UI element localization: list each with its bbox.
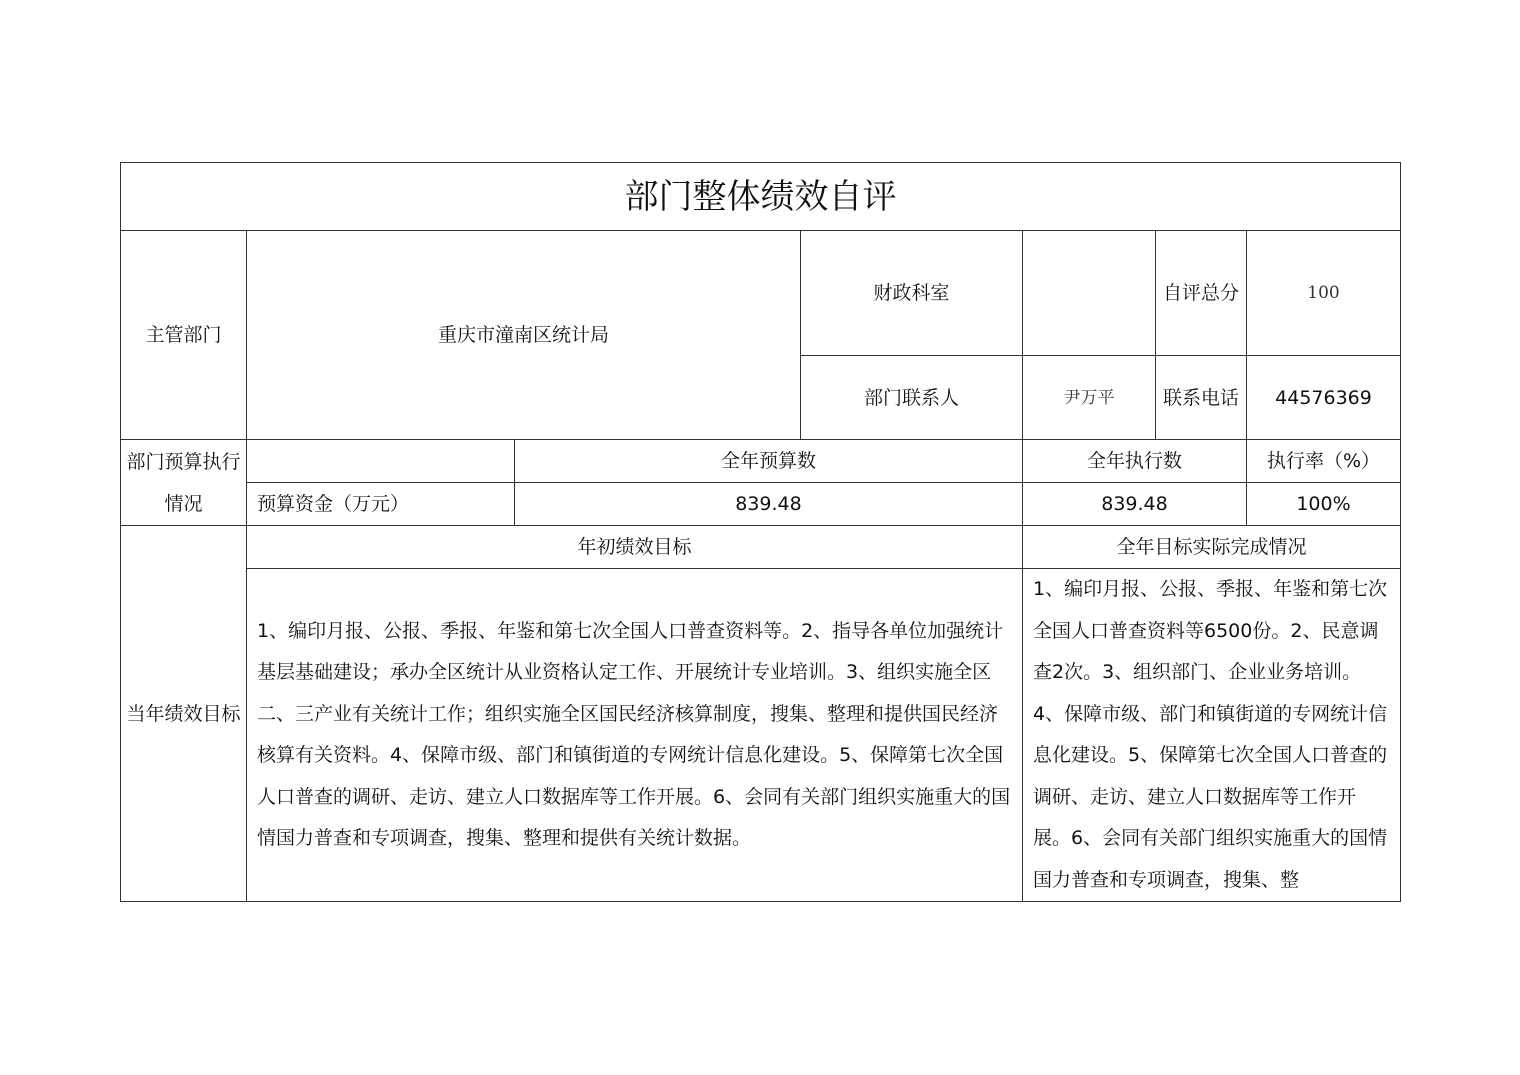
score-value: 100: [1247, 231, 1401, 356]
exec-rate-value: 100%: [1247, 483, 1401, 526]
actual-completion-header: 全年目标实际完成情况: [1023, 526, 1401, 569]
goals-section-label: 当年绩效目标: [121, 526, 247, 902]
phone-label: 联系电话: [1156, 356, 1247, 440]
budget-section-label: 部门预算执行情况: [121, 440, 247, 526]
exec-rate-header: 执行率（%）: [1247, 440, 1401, 483]
annual-budget-header: 全年预算数: [515, 440, 1023, 483]
finance-office-value: [1023, 231, 1156, 356]
actual-completion-text: 1、编印月报、公报、季报、年鉴和第七次全国人口普查资料等6500份。2、民意调查2次。3、组织部门、企业业务培训。4、保障市级、部门和镇街道的专网统计信息化建设。5、保障第七次全国人口普查的调研、走访、建立人口数据库等工作开展。6、会同有关部门组织实施重大的国情国力普查和专项调查，搜集、整: [1033, 578, 1388, 891]
annual-budget-value: 839.48: [515, 483, 1023, 526]
contact-value: 尹万平: [1023, 356, 1156, 440]
initial-goals-text: 1、编印月报、公报、季报、年鉴和第七次全国人口普查资料等。2、指导各单位加强统计基层基础建设；承办全区统计从业资格认定工作、开展统计专业培训。3、组织实施全区二、三产业有关统计工作；组织实施全区国民经济核算制度，搜集、整理和提供国民经济核算有关资料。4、保障市级、部门和镇街道的专网统计信息化建设。5、保障第七次全国人口普查的调研、走访、建立人口数据库等工作开展。6、会同有关部门组织实施重大的国情国力普查和专项调查，搜集、整理和提供有关统计数据。: [247, 569, 1023, 902]
finance-office-label: 财政科室: [801, 231, 1023, 356]
budget-funds-label: 预算资金（万元）: [247, 483, 515, 526]
budget-header-empty: [247, 440, 515, 483]
actual-completion-cell: [1023, 569, 1401, 902]
phone-value: 44576369: [1247, 356, 1401, 440]
score-label: 自评总分: [1156, 231, 1247, 356]
form-title: 部门整体绩效自评: [121, 163, 1401, 231]
initial-goals-header: 年初绩效目标: [247, 526, 1023, 569]
dept-label: 主管部门: [121, 231, 247, 440]
annual-exec-value: 839.48: [1023, 483, 1247, 526]
annual-exec-header: 全年执行数: [1023, 440, 1247, 483]
dept-value: 重庆市潼南区统计局: [247, 231, 801, 440]
contact-label: 部门联系人: [801, 356, 1023, 440]
performance-evaluation-table: [120, 162, 1401, 902]
